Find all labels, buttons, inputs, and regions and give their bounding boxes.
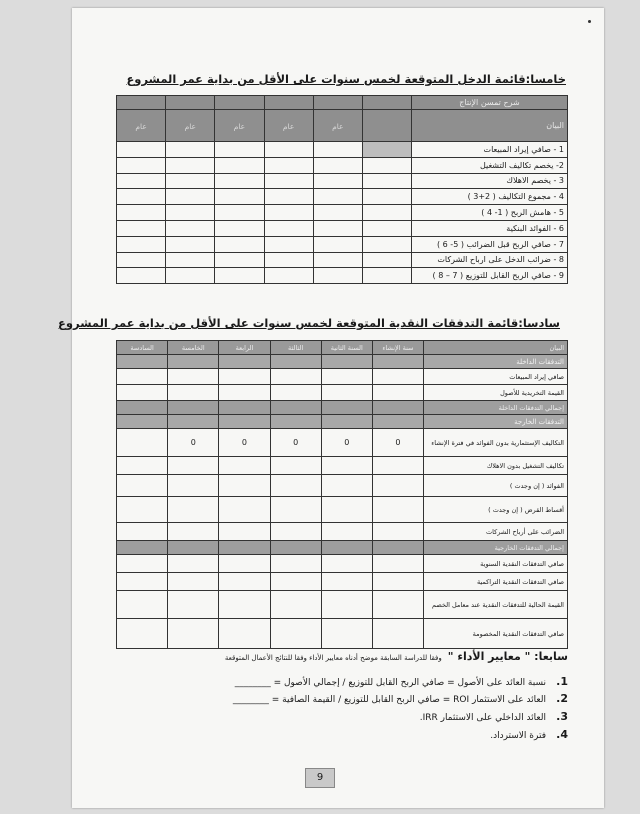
table-cell — [321, 401, 372, 415]
table-cell — [362, 220, 411, 236]
table-row — [117, 142, 568, 158]
table-cell — [117, 401, 168, 415]
section5-title: خامسا:قائمة الدخل المتوقعة لخمس سنوات على الأقل من بداية عمر المشروع — [126, 72, 566, 86]
row-label: 3 - يخصم الاهلاك — [412, 173, 568, 189]
table-cell — [215, 189, 264, 205]
table-cell — [117, 415, 168, 429]
table-cell — [270, 385, 321, 401]
row-label: 9 - صافي الربح القابل للتوزيع ( 7 – 8 ) — [412, 268, 568, 284]
table-cell — [117, 429, 168, 457]
table-cell — [215, 220, 264, 236]
table-cell — [166, 220, 215, 236]
header-label: البيان — [412, 110, 568, 142]
column-header: السادسة — [117, 341, 168, 355]
item-number: 2. — [556, 692, 568, 705]
table-cell — [215, 205, 264, 221]
table-cell — [215, 142, 264, 158]
table-cell — [168, 555, 219, 573]
header-row-top — [117, 96, 568, 110]
table-cell — [219, 523, 270, 541]
table-cell — [270, 475, 321, 497]
table-cell — [219, 415, 270, 429]
table-cell — [117, 523, 168, 541]
table-cell — [321, 555, 372, 573]
performance-item — [233, 692, 568, 705]
table-cell — [219, 573, 270, 591]
table-cell — [313, 142, 362, 158]
table-cell — [168, 355, 219, 369]
table-row — [117, 555, 568, 573]
table-row — [117, 252, 568, 268]
table-cell — [264, 220, 313, 236]
table-cell — [219, 541, 270, 555]
table-row — [117, 591, 568, 619]
table-cell — [270, 401, 321, 415]
item-text: العائد الداخلي على الاستثمار IRR. — [419, 713, 546, 723]
table-cell — [372, 497, 423, 523]
table-cell — [117, 142, 166, 158]
table-cell — [270, 541, 321, 555]
table-row — [117, 573, 568, 591]
row-label: الضرائب على أرباح الشركات — [424, 523, 568, 541]
table-cell — [372, 541, 423, 555]
table-cell — [219, 497, 270, 523]
table-cell — [372, 523, 423, 541]
table-cell — [168, 541, 219, 555]
item-text: نسبة العائد على الأصول = صافي الربح القابل للتوزيع / إجمالي الأصول = ________ — [234, 678, 546, 688]
table-row — [117, 189, 568, 205]
table-cell — [215, 157, 264, 173]
header-row — [117, 341, 568, 355]
table-cell — [219, 385, 270, 401]
table-cell — [215, 268, 264, 284]
table-row — [117, 385, 568, 401]
table-row — [117, 457, 568, 475]
table-cell — [270, 457, 321, 475]
table-cell — [362, 268, 411, 284]
item-number: 1. — [556, 675, 568, 688]
table-cell — [313, 268, 362, 284]
table-cell — [372, 591, 423, 619]
table-cell — [270, 591, 321, 619]
table-cell — [362, 205, 411, 221]
row-label: التكاليف الإستثمارية بدون الفوائد في فترة الإنشاء — [424, 429, 568, 457]
table-cell — [362, 236, 411, 252]
table-cell — [215, 173, 264, 189]
table-cell — [168, 475, 219, 497]
section7-subtitle: وفقا للدراسة السابقة موضح أدناه معايير الأداء وفقا للنتائج الأعمال المتوقعة — [224, 654, 442, 662]
table-cell: 0 — [321, 429, 372, 457]
section6-title: سادسا:قائمة التدفقات النقدية المتوقعة لخمس سنوات على الأقل من بداية عمر المشروع — [58, 316, 560, 330]
speck — [588, 20, 591, 23]
table-cell — [219, 475, 270, 497]
column-header: الثالثة — [270, 341, 321, 355]
column-header: الخامسة — [168, 341, 219, 355]
table-cell — [313, 205, 362, 221]
table-cell — [117, 355, 168, 369]
cash-flow-table — [116, 340, 568, 649]
table-cell — [372, 457, 423, 475]
table-cell — [372, 355, 423, 369]
column-header: سنة الإنشاء — [372, 341, 423, 355]
table-cell — [168, 591, 219, 619]
table-row — [117, 619, 568, 649]
page-number: 9 — [305, 768, 335, 788]
year-header: عام — [264, 110, 313, 142]
table-cell — [117, 236, 166, 252]
row-label: القيمة التخريدية للأصول — [424, 385, 568, 401]
section-label: إجمالي التدفقات الداخلة — [424, 401, 568, 415]
row-label: صافي التدفقات النقدية السنوية — [424, 555, 568, 573]
table-cell — [321, 385, 372, 401]
table-cell — [264, 252, 313, 268]
table-cell — [168, 523, 219, 541]
table-cell — [270, 497, 321, 523]
table-cell: 0 — [219, 429, 270, 457]
table-cell — [117, 220, 166, 236]
table-cell — [313, 252, 362, 268]
table-cell — [264, 189, 313, 205]
column-header: البيان — [424, 341, 568, 355]
table-cell — [168, 385, 219, 401]
table-cell — [117, 541, 168, 555]
row-label: صافي التدفقات النقدية المخصومة — [424, 619, 568, 649]
table-cell — [362, 173, 411, 189]
header-cell — [264, 96, 313, 110]
table-cell — [321, 415, 372, 429]
table-row — [117, 220, 568, 236]
table-cell — [166, 142, 215, 158]
table-cell — [313, 173, 362, 189]
row-label: القيمة الحالية للتدفقات النقدية عند معامل الخصم — [424, 591, 568, 619]
table-cell — [313, 220, 362, 236]
table-cell — [321, 369, 372, 385]
table-cell — [166, 268, 215, 284]
column-header: الرابعة — [219, 341, 270, 355]
year-header: عام — [215, 110, 264, 142]
table-cell — [264, 205, 313, 221]
table-cell — [372, 415, 423, 429]
table-cell — [117, 497, 168, 523]
table-row — [117, 497, 568, 523]
table-cell — [313, 236, 362, 252]
performance-item — [490, 728, 568, 741]
year-header: عام — [117, 110, 166, 142]
table-cell — [372, 401, 423, 415]
table-cell — [321, 457, 372, 475]
table-row — [117, 157, 568, 173]
row-label: أقساط القرض ( إن وجدت ) — [424, 497, 568, 523]
outflows-section — [117, 415, 568, 429]
table-cell — [166, 252, 215, 268]
table-cell — [117, 268, 166, 284]
table-cell — [168, 369, 219, 385]
section-label: إجمالي التدفقات الخارجية — [424, 541, 568, 555]
header-cell — [313, 96, 362, 110]
table-cell — [270, 523, 321, 541]
table-cell — [372, 573, 423, 591]
year-header: عام — [313, 110, 362, 142]
row-label: 5 - هامش الربح ( 1- 4 ) — [412, 205, 568, 221]
section7-title-text: سابعا: " معايير الأداء " — [447, 650, 568, 663]
section-label: التدفقات الخارجة — [424, 415, 568, 429]
table-cell — [166, 189, 215, 205]
table-cell — [166, 173, 215, 189]
table-cell — [219, 355, 270, 369]
table-cell — [321, 497, 372, 523]
table-cell: 0 — [168, 429, 219, 457]
table-cell — [117, 385, 168, 401]
row-label: 6 - الفوائد البنكية — [412, 220, 568, 236]
table-cell — [166, 157, 215, 173]
table-cell — [362, 142, 411, 158]
table-cell — [270, 555, 321, 573]
table-row — [117, 429, 568, 457]
table-cell — [166, 236, 215, 252]
item-text: العائد على الاستثمار ROI = صافي الربح القابل للتوزيع / القيمة الصافية = ________ — [232, 695, 546, 705]
table-cell — [321, 541, 372, 555]
inflows-total-row — [117, 401, 568, 415]
table-row — [117, 523, 568, 541]
table-cell — [117, 457, 168, 475]
item-number: 4. — [556, 728, 568, 741]
row-label: تكاليف التشغيل بدون الاهلاك — [424, 457, 568, 475]
table-row — [117, 268, 568, 284]
row-label: 2- يخصم تكاليف التشغيل — [412, 157, 568, 173]
table-cell — [219, 457, 270, 475]
table-cell — [313, 189, 362, 205]
table-cell — [168, 619, 219, 649]
table-cell — [168, 497, 219, 523]
table-row — [117, 369, 568, 385]
table-cell — [372, 385, 423, 401]
performance-item — [420, 710, 568, 723]
table-cell: 0 — [270, 429, 321, 457]
table-cell — [321, 475, 372, 497]
table-cell — [219, 401, 270, 415]
section-label: التدفقات الداخلة — [424, 355, 568, 369]
table-cell — [321, 573, 372, 591]
table-cell — [270, 619, 321, 649]
row-label: 8 - ضرائب الدخل على ارباح الشركات — [412, 252, 568, 268]
section7-title — [225, 650, 568, 663]
table-cell — [270, 573, 321, 591]
header-cell — [215, 96, 264, 110]
table-cell — [372, 555, 423, 573]
table-cell — [215, 236, 264, 252]
row-label: 7 - صافي الربح قبل الضرائب ( 5- 6 ) — [412, 236, 568, 252]
table-cell — [264, 236, 313, 252]
table-cell — [372, 619, 423, 649]
year-header: عام — [166, 110, 215, 142]
income-statement-table — [116, 95, 568, 284]
table-cell — [215, 252, 264, 268]
outflows-total-row — [117, 541, 568, 555]
table-cell — [362, 189, 411, 205]
table-cell — [219, 555, 270, 573]
table-cell — [117, 475, 168, 497]
table-cell — [219, 369, 270, 385]
table-cell — [264, 142, 313, 158]
row-label: الفوائد ( إن وجدت ) — [424, 475, 568, 497]
table-cell: 0 — [372, 429, 423, 457]
table-cell — [117, 189, 166, 205]
inflows-section — [117, 355, 568, 369]
table-cell — [117, 573, 168, 591]
table-cell — [168, 415, 219, 429]
column-header: السنة الثانية — [321, 341, 372, 355]
header-cell — [166, 96, 215, 110]
table-cell — [264, 157, 313, 173]
table-cell — [219, 591, 270, 619]
table-cell — [264, 173, 313, 189]
table-cell — [270, 415, 321, 429]
row-label: 1 - صافي إيراد المبيعات — [412, 142, 568, 158]
item-text: فترة الاسترداد. — [490, 731, 546, 741]
table-cell — [270, 355, 321, 369]
table-cell — [321, 355, 372, 369]
table-cell — [372, 475, 423, 497]
table-cell — [168, 573, 219, 591]
table-cell — [321, 619, 372, 649]
table-cell — [372, 369, 423, 385]
header-cell: شرح تمسن الإنتاج — [412, 96, 568, 110]
table-cell — [117, 205, 166, 221]
table-cell — [117, 369, 168, 385]
row-label: 4 - مجموع التكاليف ( 2+3 ) — [412, 189, 568, 205]
row-label: صافي التدفقات النقدية التراكمية — [424, 573, 568, 591]
year-header — [362, 110, 411, 142]
table-cell — [264, 268, 313, 284]
table-cell — [362, 157, 411, 173]
table-cell — [117, 619, 168, 649]
table-row — [117, 205, 568, 221]
table-cell — [362, 252, 411, 268]
table-cell — [117, 591, 168, 619]
table-cell — [168, 457, 219, 475]
table-cell — [168, 401, 219, 415]
table-cell — [117, 157, 166, 173]
table-cell — [321, 591, 372, 619]
header-row-years — [117, 110, 568, 142]
table-cell — [117, 173, 166, 189]
table-row — [117, 236, 568, 252]
performance-item — [235, 675, 568, 688]
row-label: صافي إيراد المبيعات — [424, 369, 568, 385]
header-cell — [117, 96, 166, 110]
item-number: 3. — [556, 710, 568, 723]
table-cell — [219, 619, 270, 649]
table-cell — [117, 252, 166, 268]
table-cell — [270, 369, 321, 385]
header-cell — [362, 96, 411, 110]
table-cell — [166, 205, 215, 221]
table-row — [117, 475, 568, 497]
table-cell — [321, 523, 372, 541]
table-cell — [117, 555, 168, 573]
table-row — [117, 173, 568, 189]
table-cell — [313, 157, 362, 173]
